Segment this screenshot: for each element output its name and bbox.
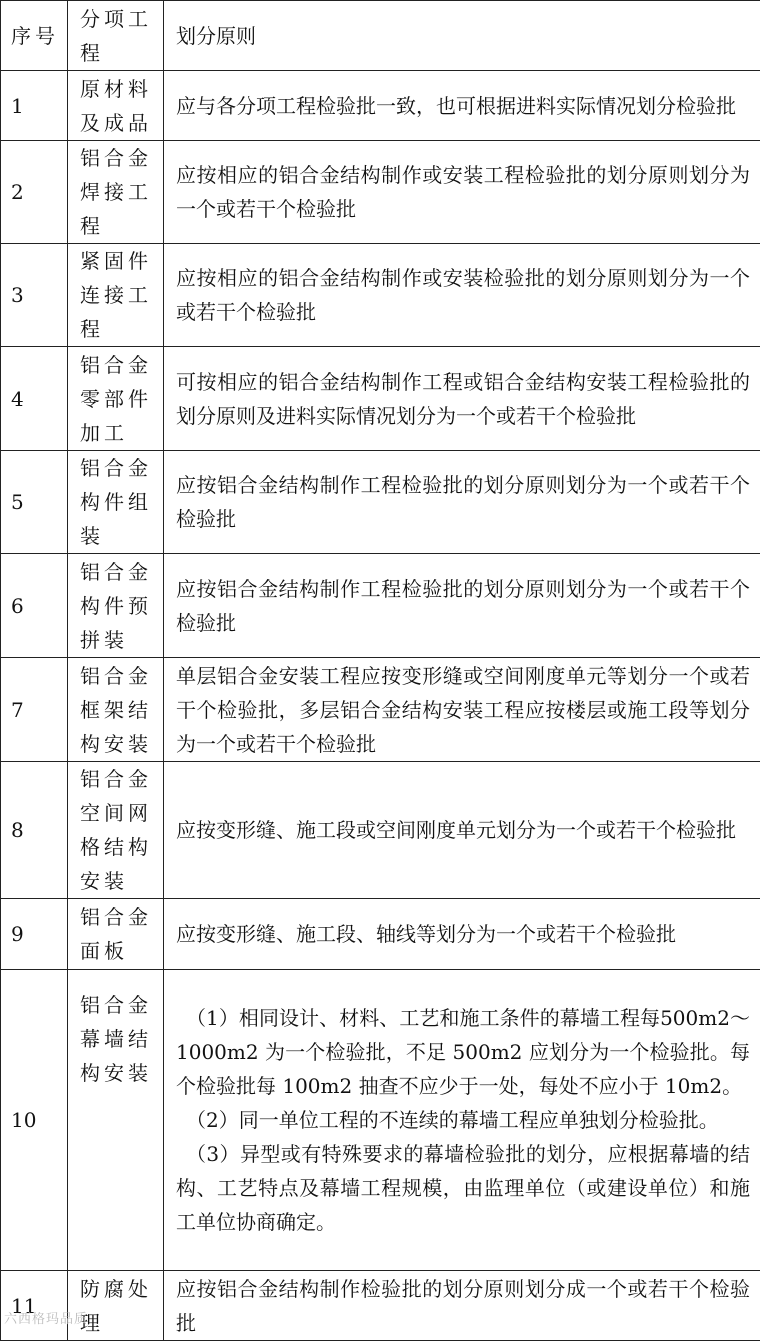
row-num: 4 [1,347,68,451]
table-row [1,347,760,451]
row-rule: 应与各分项工程检验批一致，也可根据进料实际情况划分检验批 [164,71,760,141]
row-num: 3 [1,244,68,347]
row-item-name: 铝合金空间网格结构安装 [68,762,164,899]
header-num: 序号 [1,1,68,71]
row-item-name: 铝合金焊接工程 [68,141,164,244]
row-item-name: 铝合金框架结构安装 [68,658,164,762]
row-item-name: 铝合金构件组装 [68,451,164,554]
table-row [1,451,760,554]
table-row [1,899,760,970]
row-num: 5 [1,451,68,554]
row-num: 11 [1,1271,68,1341]
table-row [1,141,760,244]
row-num: 7 [1,658,68,762]
watermark-logo: 六西格玛品质 [4,1308,88,1327]
rule-paragraph-2: （2）同一单位工程的不连续的幕墙工程应单独划分检验批。 [176,1103,750,1137]
table-row [1,1271,760,1341]
row-num: 1 [1,71,68,141]
table-row [1,970,760,1271]
row-item-name: 铝合金零部件加工 [68,347,164,451]
row-rule: 应按相应的铝合金结构制作或安装检验批的划分原则划分为一个或若干个检验批 [164,244,760,347]
row-item-name: 铝合金幕墙结构安装 [68,970,164,1271]
row-num: 6 [1,554,68,658]
rule-paragraph-1: （1）相同设计、材料、工艺和施工条件的幕墙工程每500m2～1000m2 为一个检验批，不足 500m2 应划分为一个检验批。每个检验批每 100m2 抽查不应少于一处，每处不应小于 10m2。 [176,1001,750,1103]
row-rule [164,970,760,1271]
row-item-name: 铝合金构件预拼装 [68,554,164,658]
table-row [1,762,760,899]
row-num: 10 [1,970,68,1271]
row-item-name: 紧固件连接工程 [68,244,164,347]
table-header-row [1,1,760,71]
rule-paragraph-3: （3）异型或有特殊要求的幕墙检验批的划分，应根据幕墙的结构、工艺特点及幕墙工程规模，由监理单位（或建设单位）和施工单位协商确定。 [176,1137,750,1239]
table-row [1,658,760,762]
row-num: 8 [1,762,68,899]
row-rule: 应按变形缝、施工段或空间刚度单元划分为一个或若干个检验批 [164,762,760,899]
row-rule: 单层铝合金安装工程应按变形缝或空间刚度单元等划分一个或若干个检验批，多层铝合金结构安装工程应按楼层或施工段等划分为一个或若干个检验批 [164,658,760,762]
table-row [1,244,760,347]
table-row [1,71,760,141]
row-num: 2 [1,141,68,244]
row-num: 9 [1,899,68,970]
row-rule: 应按铝合金结构制作工程检验批的划分原则划分为一个或若干个检验批 [164,554,760,658]
header-rule: 划分原则 [164,1,760,71]
row-item-name: 防腐处理 [68,1271,164,1341]
row-rule: 可按相应的铝合金结构制作工程或铝合金结构安装工程检验批的划分原则及进料实际情况划分为一个或若干个检验批 [164,347,760,451]
row-rule: 应按铝合金结构制作检验批的划分原则划分成一个或若干个检验批 [164,1271,760,1341]
header-name: 分项工程 [68,1,164,71]
row-rule: 应按相应的铝合金结构制作或安装工程检验批的划分原则划分为一个或若干个检验批 [164,141,760,244]
table-row [1,554,760,658]
row-rule: 应按变形缝、施工段、轴线等划分为一个或若干个检验批 [164,899,760,970]
row-rule: 应按铝合金结构制作工程检验批的划分原则划分为一个或若干个检验批 [164,451,760,554]
row-item-name: 铝合金面板 [68,899,164,970]
row-item-name: 原材料及成品 [68,71,164,141]
